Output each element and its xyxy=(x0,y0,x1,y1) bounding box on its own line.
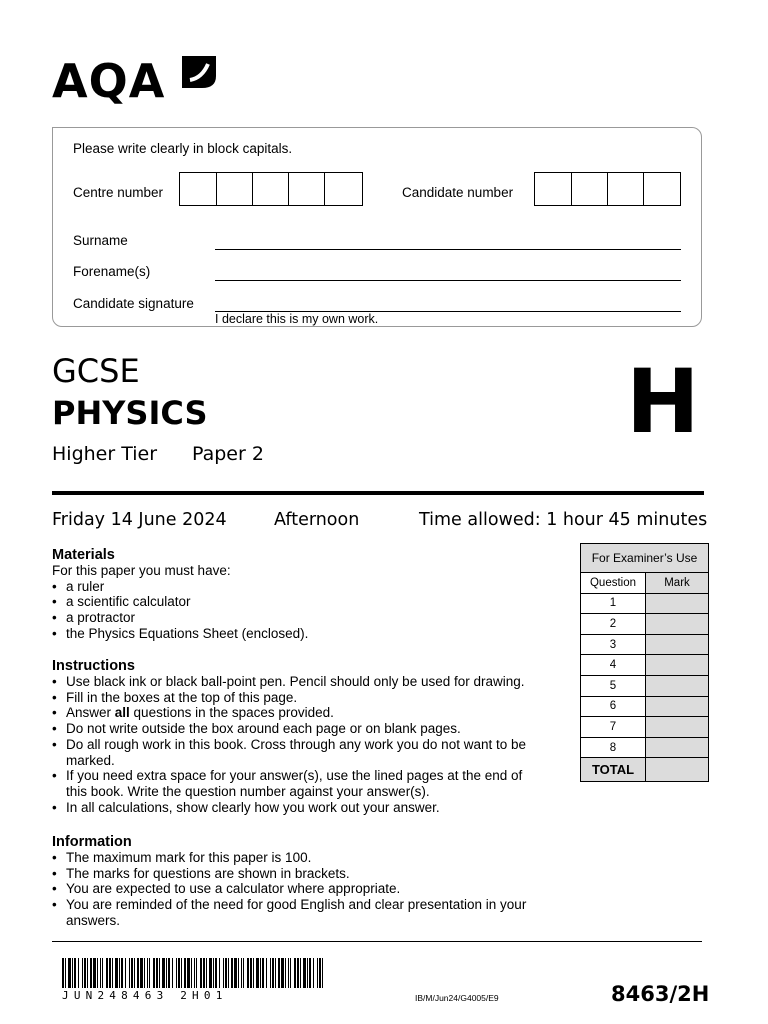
barcode-bar xyxy=(119,958,120,988)
mark-cell xyxy=(646,634,709,655)
list-item: • You are expected to use a calculator where appropriate. xyxy=(52,881,542,897)
barcode-bar xyxy=(241,958,242,988)
barcode-bar xyxy=(115,958,118,988)
barcode-bar xyxy=(72,958,73,988)
barcode-bar xyxy=(278,958,280,988)
barcode-bar xyxy=(129,958,130,988)
barcode-bar xyxy=(322,958,323,988)
mark-cell xyxy=(646,696,709,717)
mark-cell xyxy=(646,737,709,758)
barcode-bar xyxy=(168,958,170,988)
barcode-bar xyxy=(253,958,254,988)
list-item: • The marks for questions are shown in brackets. xyxy=(52,866,542,882)
forenames-label: Forename(s) xyxy=(73,264,151,279)
exam-date: Friday 14 June 2024 xyxy=(52,510,227,530)
barcode-bar xyxy=(290,958,291,988)
question-number: 4 xyxy=(581,655,646,676)
barcode-bar xyxy=(162,958,165,988)
barcode-bar xyxy=(106,958,108,988)
barcode-bar xyxy=(184,958,186,988)
barcode-bar xyxy=(90,958,92,988)
question-number: 7 xyxy=(581,717,646,738)
candidate-number-field[interactable] xyxy=(534,172,681,206)
barcode-bar xyxy=(102,958,103,988)
barcode-bar xyxy=(225,958,227,988)
digit-box[interactable] xyxy=(535,173,571,205)
barcode-bar xyxy=(317,958,318,988)
examiner-table-header: For Examiner’s Use xyxy=(581,544,709,573)
barcode-bar xyxy=(176,958,177,988)
question-number: 2 xyxy=(581,614,646,635)
barcode-bar xyxy=(303,958,306,988)
title-divider xyxy=(52,491,704,495)
list-item: • Do not write outside the box around each page or on blank pages. xyxy=(52,721,562,737)
barcode-bar xyxy=(256,958,259,988)
barcode-bar xyxy=(78,958,79,988)
barcode-bar xyxy=(144,958,145,988)
tier-label: Higher Tier xyxy=(52,443,158,465)
paper-code: 8463/2H xyxy=(611,982,710,1006)
instructions-heading: Instructions xyxy=(52,658,135,674)
barcode-bar xyxy=(82,958,83,988)
barcode-bar xyxy=(250,958,252,988)
table-row xyxy=(581,696,709,717)
barcode-bar xyxy=(131,958,133,988)
barcode-bar xyxy=(200,958,202,988)
barcode-bar xyxy=(272,958,274,988)
barcode-bar xyxy=(112,958,113,988)
barcode-bar xyxy=(231,958,233,988)
barcode-bar xyxy=(309,958,311,988)
digit-box[interactable] xyxy=(607,173,643,205)
centre-number-field[interactable] xyxy=(179,172,363,206)
barcode-bar xyxy=(68,958,71,988)
question-number: 5 xyxy=(581,675,646,696)
question-number: 3 xyxy=(581,634,646,655)
time-allowed: Time allowed: 1 hour 45 minutes xyxy=(419,510,708,530)
list-item: • a ruler xyxy=(52,579,562,595)
total-mark-cell xyxy=(646,758,709,782)
barcode-bar xyxy=(178,958,180,988)
list-item: • Fill in the boxes at the top of this page. xyxy=(52,690,562,706)
barcode-bar xyxy=(247,958,249,988)
barcode-bar xyxy=(87,958,88,988)
barcode-bar xyxy=(194,958,195,988)
digit-box[interactable] xyxy=(288,173,324,205)
barcode-bar xyxy=(238,958,239,988)
table-row xyxy=(581,634,709,655)
barcode-bar xyxy=(307,958,308,988)
barcode-bar xyxy=(156,958,158,988)
mark-cell xyxy=(646,655,709,676)
barcode-bar xyxy=(223,958,224,988)
barcode-bar xyxy=(134,958,135,988)
text-run: Answer xyxy=(66,705,115,721)
barcode-bar xyxy=(234,958,237,988)
barcode-bar xyxy=(288,958,289,988)
barcode-bar xyxy=(270,958,271,988)
mark-cell xyxy=(646,717,709,738)
barcode-bar xyxy=(228,958,229,988)
centre-number-label: Centre number xyxy=(73,185,164,200)
list-item: • If you need extra space for your answer(s), use the lined pages at the end of this book. Write the question number against your answer(s). xyxy=(52,768,562,799)
barcode-bar xyxy=(137,958,139,988)
aqa-logo-text: AQA xyxy=(52,54,166,108)
materials-section xyxy=(52,547,562,642)
barcode-bar xyxy=(62,958,64,988)
barcode-bar xyxy=(93,958,96,988)
barcode-bar xyxy=(266,958,267,988)
table-row xyxy=(581,737,709,758)
barcode-bar xyxy=(294,958,296,988)
mark-column-header: Mark xyxy=(646,573,709,594)
barcode-bar xyxy=(262,958,264,988)
list-item: • Do all rough work in this book. Cross through any work you do not want to be marked. xyxy=(52,737,562,768)
subject-title: PHYSICS xyxy=(52,394,208,432)
table-row xyxy=(581,593,709,614)
barcode-bar xyxy=(100,958,101,988)
digit-box[interactable] xyxy=(324,173,360,205)
mark-cell xyxy=(646,614,709,635)
table-row xyxy=(581,758,709,782)
digit-box[interactable] xyxy=(643,173,679,205)
instructions-section xyxy=(52,658,562,815)
barcode-bar xyxy=(313,958,314,988)
barcode-bar xyxy=(172,958,173,988)
table-row xyxy=(581,717,709,738)
list-item: • You are reminded of the need for good English and clear presentation in your answers. xyxy=(52,897,542,928)
tier-letter: H xyxy=(626,350,700,453)
barcode-bar xyxy=(219,958,220,988)
list-item: • In all calculations, show clearly how you work out your answer. xyxy=(52,800,562,816)
barcode-bar xyxy=(121,958,123,988)
barcode-bar xyxy=(74,958,76,988)
barcode-bar xyxy=(285,958,286,988)
barcode-bar xyxy=(209,958,212,988)
barcode-bar xyxy=(275,958,276,988)
barcode-bar xyxy=(84,958,86,988)
information-section xyxy=(52,834,542,929)
materials-intro: For this paper you must have: xyxy=(52,563,231,578)
surname-field[interactable] xyxy=(215,249,681,250)
signature-label: Candidate signature xyxy=(73,296,194,311)
list-item: • a protractor xyxy=(52,610,562,626)
list-item: • Use black ink or black ball-point pen. Pencil should only be used for drawing. xyxy=(52,674,562,690)
barcode-bar xyxy=(140,958,143,988)
barcode-bar xyxy=(187,958,190,988)
barcode-text: JUN248463 2H01 xyxy=(62,989,228,1002)
barcode-bar xyxy=(260,958,261,988)
barcode-bar xyxy=(297,958,299,988)
barcode-bar xyxy=(319,958,321,988)
barcode-bar xyxy=(149,958,150,988)
table-row xyxy=(581,675,709,696)
barcode-bar xyxy=(97,958,98,988)
aqa-flag-icon xyxy=(178,54,218,92)
list-item: • the Physics Equations Sheet (enclosed). xyxy=(52,626,562,642)
information-heading: Information xyxy=(52,834,132,850)
list-item: • The maximum mark for this paper is 100. xyxy=(52,850,542,866)
digit-box[interactable] xyxy=(180,173,216,205)
barcode-image xyxy=(62,958,324,988)
footer-divider xyxy=(52,941,702,942)
digit-box[interactable] xyxy=(216,173,252,205)
barcode-bar xyxy=(281,958,284,988)
question-number: 8 xyxy=(581,737,646,758)
exam-session: Afternoon xyxy=(274,510,360,530)
qualification-title: GCSE xyxy=(52,352,140,390)
barcode-bar xyxy=(191,958,192,988)
barcode-bar xyxy=(300,958,301,988)
examiner-use-table xyxy=(580,543,709,782)
question-column-header: Question xyxy=(581,573,646,594)
paper-label: Paper 2 xyxy=(192,443,264,465)
barcode-bar xyxy=(215,958,217,988)
declaration-text: I declare this is my own work. xyxy=(215,312,379,326)
barcode-bar xyxy=(213,958,214,988)
emphasis-text: all xyxy=(114,705,130,721)
text-run: questions in the spaces provided. xyxy=(129,705,334,721)
forenames-field[interactable] xyxy=(215,280,681,281)
list-item xyxy=(52,705,562,721)
digit-box[interactable] xyxy=(571,173,607,205)
question-number: 6 xyxy=(581,696,646,717)
total-label: TOTAL xyxy=(581,758,646,782)
barcode-bar xyxy=(159,958,160,988)
mark-cell xyxy=(646,675,709,696)
barcode-bar xyxy=(109,958,111,988)
barcode-bar xyxy=(153,958,155,988)
barcode-bar xyxy=(206,958,207,988)
barcode-bar xyxy=(243,958,244,988)
barcode-bar xyxy=(203,958,205,988)
surname-label: Surname xyxy=(73,233,128,248)
paper-reference: IB/M/Jun24/G4005/E9 xyxy=(415,993,499,1003)
list-item: • a scientific calculator xyxy=(52,594,562,610)
table-row xyxy=(581,614,709,635)
candidate-number-label: Candidate number xyxy=(402,185,514,200)
barcode-bar xyxy=(196,958,197,988)
barcode-bar xyxy=(147,958,148,988)
digit-box[interactable] xyxy=(252,173,288,205)
barcode-bar xyxy=(65,958,66,988)
mark-cell xyxy=(646,593,709,614)
table-row xyxy=(581,655,709,676)
barcode-bar xyxy=(125,958,126,988)
materials-heading: Materials xyxy=(52,547,115,563)
question-number: 1 xyxy=(581,593,646,614)
block-capitals-instruction: Please write clearly in block capitals. xyxy=(73,141,293,156)
barcode-bar xyxy=(166,958,167,988)
barcode-bar xyxy=(181,958,182,988)
